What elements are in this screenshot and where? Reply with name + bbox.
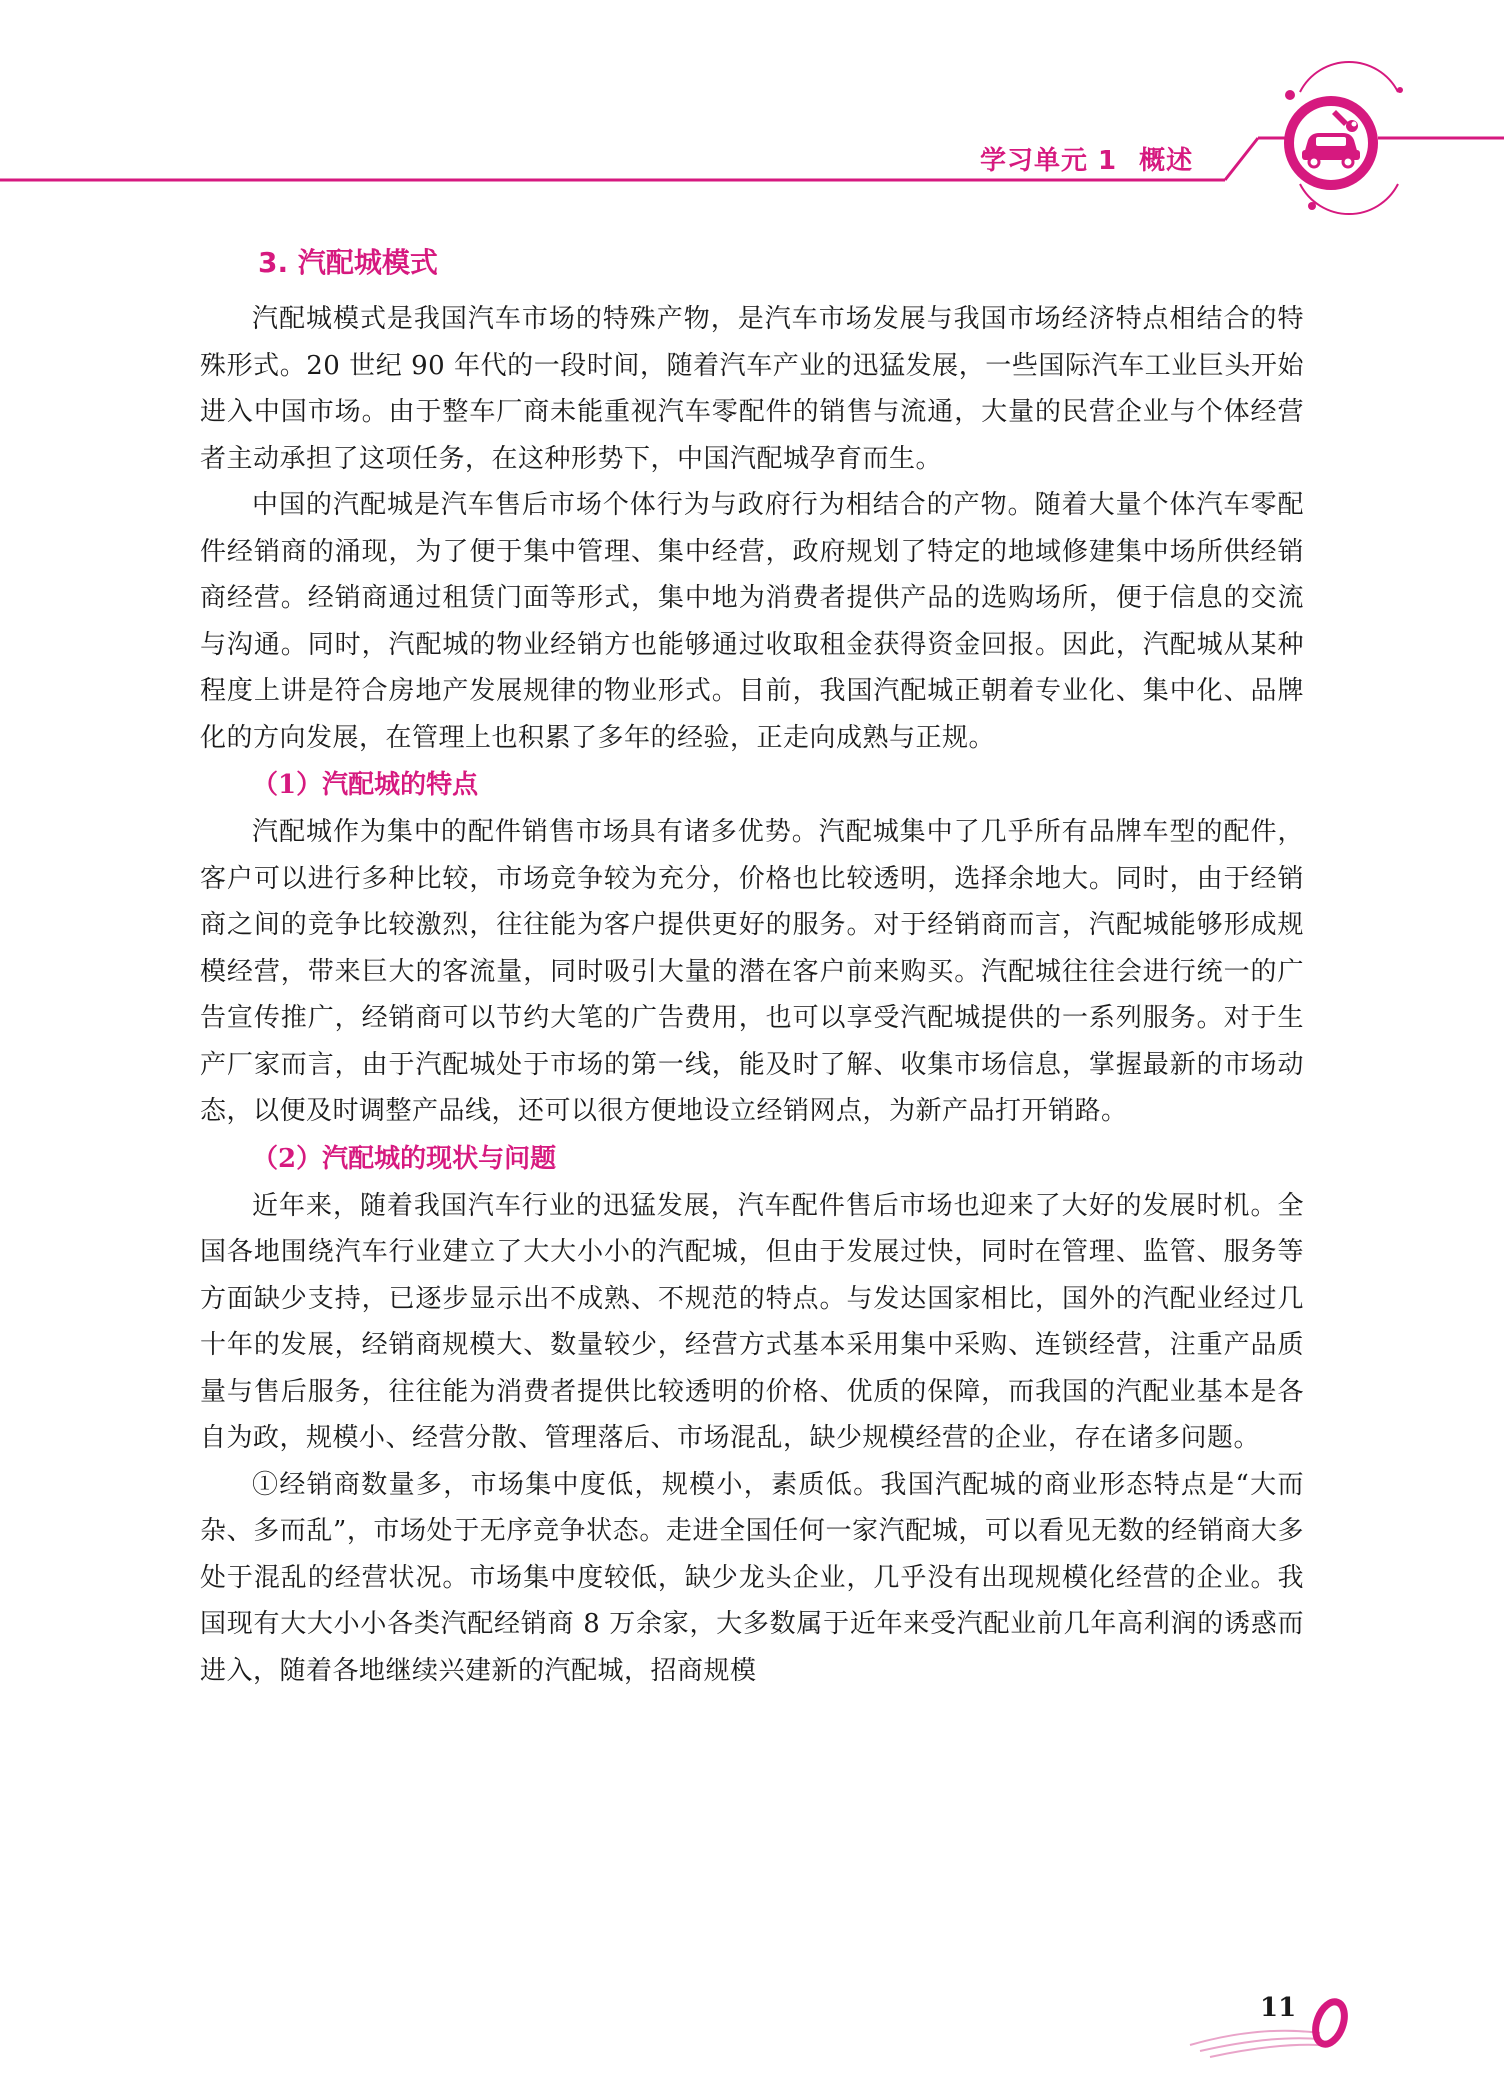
subsection-heading: （2）汽配城的现状与问题 [252,1143,557,1174]
header-title [980,140,1193,177]
section-heading: 3. 汽配城模式 [258,246,438,279]
car-wrench-icon [1276,88,1386,198]
subsection-heading: （1）汽配城的特点 [252,770,479,800]
paragraph: 中国的汽配城是汽车售后市场个体行为与政府行为相结合的产物。随着大量个体汽车零配件经销商的涌现，为了便于集中管理、集中经营，政府规划了特定的地域修建集中场所供经销商经营。经销商通过租赁门面等形式，集中地为消费者提供产品的选购场所，便于信息的交流与沟通。同时，汽配城的物业经销方也能够通过收取租金获得资金回报。因此，汽配城从某种程度上讲是符合房地产发展规律的物业形式。目前，我国汽配城正朝着专业化、集中化、品牌化的方向发展，在管理上也积累了多年的经验，正走向成熟与正规。 [200,490,1304,753]
paragraph: 汽配城模式是我国汽车市场的特殊产物，是汽车市场发展与我国市场经济特点相结合的特殊形式。20 世纪 90 年代的一段时间，随着汽车产业的迅猛发展，一些国际汽车工业巨头开始进入中国市场。由于整车厂商未能重视汽车零配件的销售与流通，大量的民营企业与个体经营者主动承担了这项任务，在这种形势下，中国汽配城孕育而生。 [200,304,1304,474]
paragraph: 近年来，随着我国汽车行业的迅猛发展，汽车配件售后市场也迎来了大好的发展时机。全国各地围绕汽车行业建立了大大小小的汽配城，但由于发展过快，同时在管理、监管、服务等方面缺少支持，已逐步显示出不成熟、不规范的特点。与发达国家相比，国外的汽配业经过几十年的发展，经销商规模大、数量较少，经营方式基本采用集中采购、连锁经营，注重产品质量与售后服务，往往能为消费者提供比较透明的价格、优质的保障，而我国的汽配业基本是各自为政，规模小、经营分散、管理落后、市场混乱，缺少规模经营的企业，存在诸多问题。 [200,1190,1304,1453]
paragraph: 汽配城作为集中的配件销售市场具有诸多优势。汽配城集中了几乎所有品牌车型的配件，客户可以进行多种比较，市场竞争较为充分，价格也比较透明，选择余地大。同时，由于经销商之间的竞争比较激烈，往往能为客户提供更好的服务。对于经销商而言，汽配城能够形成规模经营，带来巨大的客流量，同时吸引大量的潜在客户前来购买。汽配城往往会进行统一的广告宣传推广，经销商可以节约大笔的广告费用，也可以享受汽配城提供的一系列服务。对于生产厂家而言，由于汽配城处于市场的第一线，能及时了解、收集市场信息，掌握最新的市场动态，以便及时调整产品线，还可以很方便地设立经销网点，为新产品打开销路。 [200,817,1304,1126]
paragraph: ①经销商数量多，市场集中度低，规模小，素质低。我国汽配城的商业形态特点是“大而杂、多而乱”，市场处于无序竞争状态。走进全国任何一家汽配城，可以看见无数的经销商大多处于混乱的经营状况。市场集中度较低，缺少龙头企业，几乎没有出现规模化经营的企业。我国现有大大小小各类汽配经销商 8 万余家，大多数属于近年来受汽配业前几年高利润的诱惑而进入，随着各地继续兴建新的汽配城，招商规模 [200,1469,1304,1686]
unit-label: 学习单元 1 [980,146,1118,176]
page-number: 11 [1260,1993,1297,2023]
page-content [200,240,1304,1694]
section-label: 概述 [1139,146,1194,176]
page-footer [1180,1985,1380,2065]
page-header [0,0,1504,230]
